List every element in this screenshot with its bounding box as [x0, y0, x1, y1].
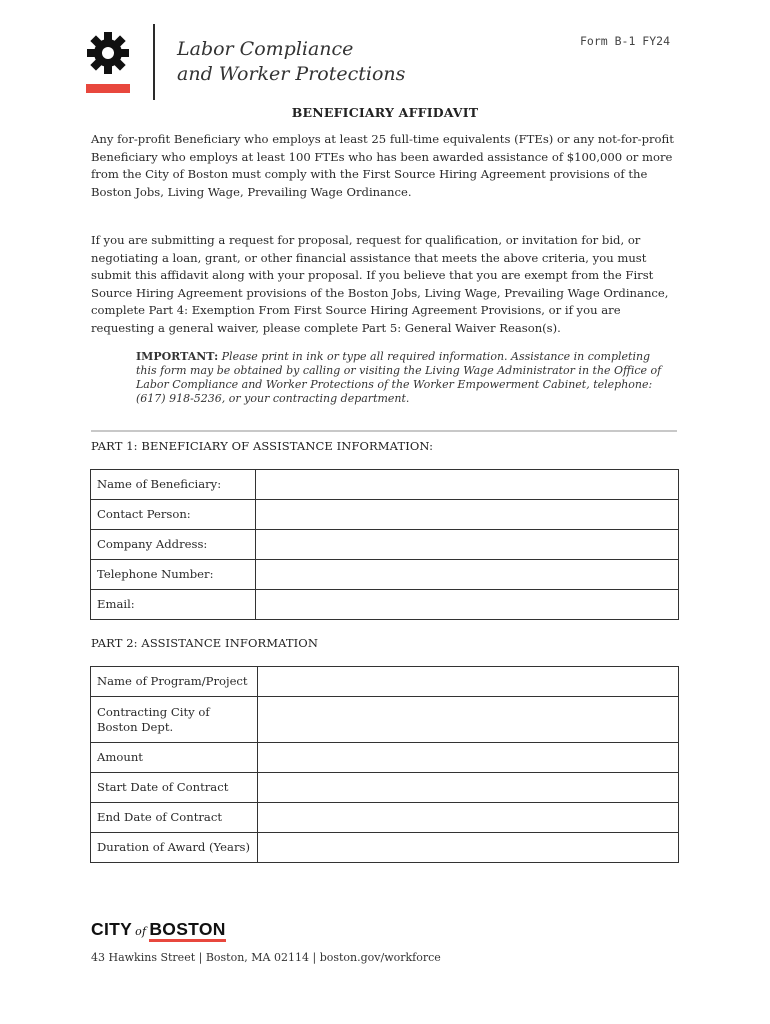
field-label: Email: [91, 590, 256, 620]
logo-accent-bar [86, 84, 130, 93]
contracting-dept-field[interactable] [258, 697, 679, 743]
program-name-field[interactable] [258, 667, 679, 697]
table-row [91, 743, 679, 773]
logo-divider [153, 24, 155, 100]
table-row [91, 833, 679, 863]
form-id: Form B-1 FY24 [580, 34, 671, 48]
contact-person-field[interactable] [256, 500, 679, 530]
beneficiary-info-table [90, 469, 679, 620]
table-row [91, 803, 679, 833]
city-of-boston-logo [91, 919, 226, 940]
logo-boston-word: BOSTON [149, 919, 225, 942]
table-row [91, 560, 679, 590]
field-label: Contact Person: [91, 500, 256, 530]
field-label: Amount [91, 743, 258, 773]
field-label: Telephone Number: [91, 560, 256, 590]
field-label: Duration of Award (Years) [91, 833, 258, 863]
beneficiary-name-field[interactable] [256, 470, 679, 500]
part2-title: PART 2: ASSISTANCE INFORMATION [91, 636, 318, 650]
field-label: Name of Program/Project [91, 667, 258, 697]
table-row [91, 500, 679, 530]
important-text: Please print in ink or type all required information. Assistance in completing this form may be obtained by calling or visiting the Living Wage Administrator in the Office of Labor Compliance and Worker Protections of the Worker Empowerment Cabinet, telephone: (617) 918-5236, or your contracting department. [136, 350, 662, 405]
field-label: Start Date of Contract [91, 773, 258, 803]
table-row [91, 590, 679, 620]
end-date-field[interactable] [258, 803, 679, 833]
field-label: End Date of Contract [91, 803, 258, 833]
gear-icon [86, 31, 130, 75]
department-name-line1: Labor Compliance [177, 38, 354, 60]
footer-address: 43 Hawkins Street | Boston, MA 02114 | boston.gov/workforce [91, 951, 441, 964]
telephone-field[interactable] [256, 560, 679, 590]
logo-city-word: CITY [91, 919, 133, 939]
assistance-info-table [90, 666, 679, 863]
important-label: IMPORTANT: [136, 350, 219, 363]
company-address-field[interactable] [256, 530, 679, 560]
table-row [91, 470, 679, 500]
important-note [136, 350, 666, 406]
email-field[interactable] [256, 590, 679, 620]
field-label: Name of Beneficiary: [91, 470, 256, 500]
section-divider [91, 430, 677, 432]
department-name [177, 37, 405, 87]
table-row [91, 667, 679, 697]
department-name-line2: and Worker Protections [177, 63, 406, 85]
award-duration-field[interactable] [258, 833, 679, 863]
intro-paragraph-1: Any for-profit Beneficiary who employs at least 25 full-time equivalents (FTEs) or any not-for-profit Beneficiary who employs at least 100 FTEs who has been awarded assistance of $100,000 or more from the City of Boston must comply with the First Source Hiring Agreement provisions of the Boston Jobs, Living Wage, Prevailing Wage Ordinance. [91, 132, 674, 199]
table-row [91, 773, 679, 803]
field-label: Contracting City of Boston Dept. [91, 697, 258, 743]
intro-paragraph-2: If you are submitting a request for proposal, request for qualification, or invitation for bid, or negotiating a loan, grant, or other financial assistance that meets the above criteria, you must submit this affidavit along with your proposal. If you believe that you are exempt from the First Source Hiring Agreement provisions of the Boston Jobs, Living Wage, Prevailing Wage Ordinance, complete Part 4: Exemption From First Source Hiring Agreement Provisions, or if you are requesting a general waiver, please complete Part 5: General Waiver Reason(s). [91, 233, 669, 335]
part1-title: PART 1: BENEFICIARY OF ASSISTANCE INFORMATION: [91, 439, 434, 453]
logo-of-word: of [135, 925, 147, 938]
table-row [91, 697, 679, 743]
field-label: Company Address: [91, 530, 256, 560]
amount-field[interactable] [258, 743, 679, 773]
document-title: BENEFICIARY AFFIDAVIT [291, 105, 479, 120]
table-row [91, 530, 679, 560]
start-date-field[interactable] [258, 773, 679, 803]
